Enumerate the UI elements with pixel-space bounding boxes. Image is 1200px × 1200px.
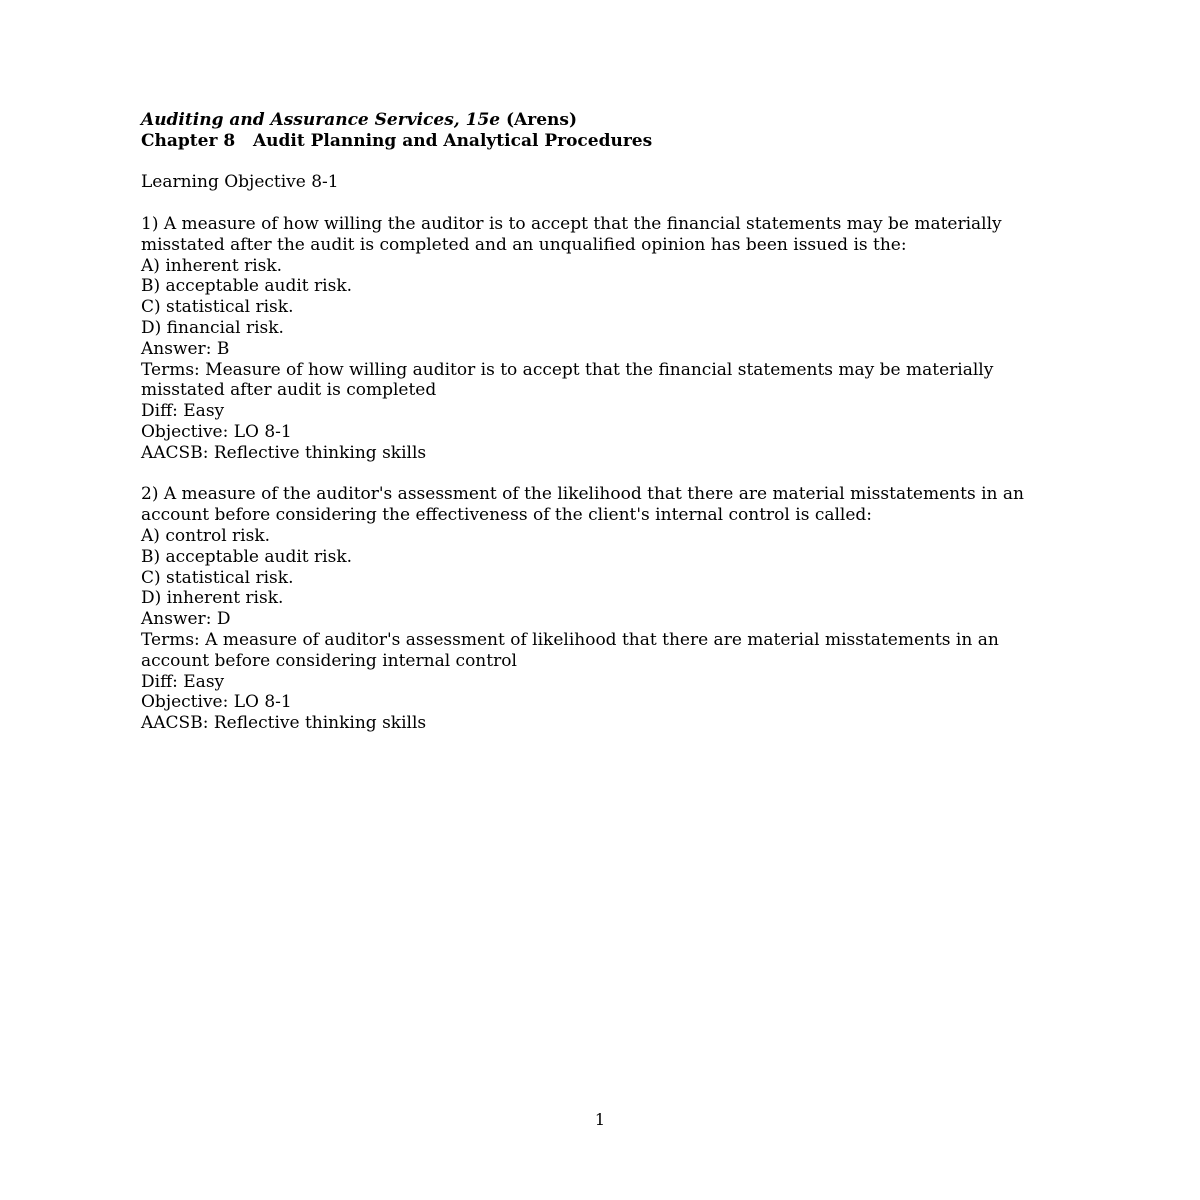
difficulty: Diff: Easy [141, 671, 225, 692]
aacsb-tag: AACSB: Reflective thinking skills [141, 442, 427, 463]
chapter-title: Audit Planning and Analytical Procedures [252, 130, 653, 151]
terms-text: Terms: A measure of auditor's assessment of likelihood that there are material misstatements in an account before considering internal control [141, 629, 999, 671]
question-block [141, 484, 1061, 734]
answer-option: B) acceptable audit risk. [141, 276, 353, 297]
answer-option: B) acceptable audit risk. [141, 546, 353, 567]
objective-tag: Objective: LO 8-1 [141, 421, 292, 442]
aacsb-tag: AACSB: Reflective thinking skills [141, 713, 427, 734]
answer-option: C) statistical risk. [141, 297, 294, 318]
terms-text: Terms: Measure of how willing auditor is to accept that the financial statements may be materially misstated after audit is completed [141, 359, 994, 401]
answer-option: D) inherent risk. [141, 588, 284, 609]
page-content [141, 110, 1061, 734]
difficulty: Diff: Easy [141, 401, 225, 422]
learning-objective-heading: Learning Objective 8-1 [141, 172, 339, 193]
chapter-label: Chapter 8 [141, 130, 236, 151]
book-title-line [141, 110, 1061, 131]
answer-option: D) financial risk. [141, 317, 284, 338]
book-title: Auditing and Assurance Services, 15e [141, 110, 501, 130]
answer-key: Answer: D [141, 609, 231, 630]
answer-key: Answer: B [141, 338, 230, 359]
answer-option: A) inherent risk. [141, 255, 283, 276]
answer-option: A) control risk. [141, 525, 271, 546]
answer-option: C) statistical risk. [141, 567, 294, 588]
chapter-heading [141, 131, 1061, 152]
question-stem: 2) A measure of the auditor's assessment of the likelihood that there are material misstatements in an account before considering the effectiveness of the client's internal control is called: [141, 484, 1024, 526]
objective-tag: Objective: LO 8-1 [141, 692, 292, 713]
page-number: 1 [594, 1110, 606, 1129]
question-block [141, 214, 1061, 464]
book-author: (Arens) [506, 110, 577, 130]
question-stem: 1) A measure of how willing the auditor is to accept that the financial statements may be materially misstated after the audit is completed and an unqualified opinion has been issued is the: [141, 213, 1002, 255]
